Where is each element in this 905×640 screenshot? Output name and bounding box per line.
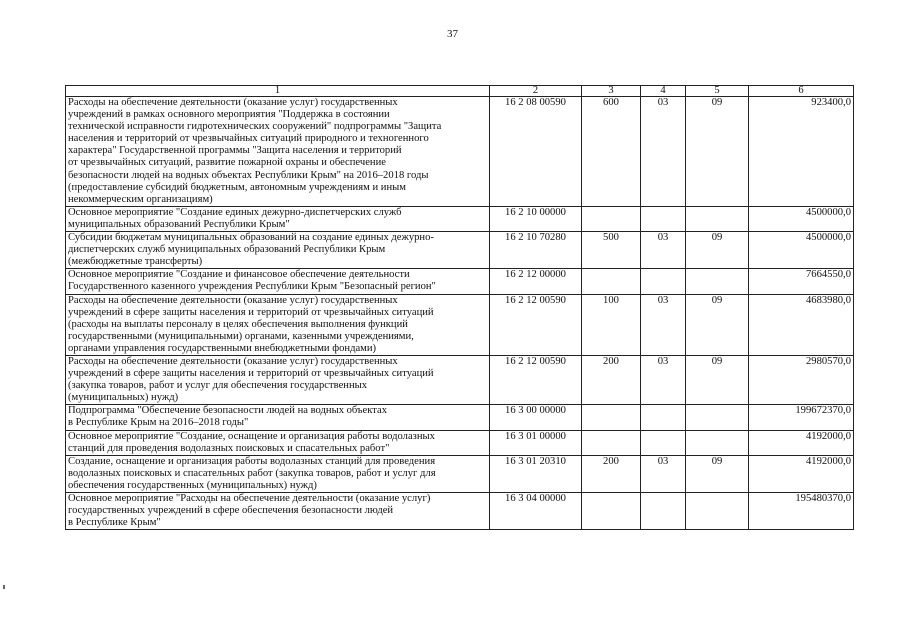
expense-type-code xyxy=(582,405,641,430)
description-line: водолазных поисковых и спасательных работ (закупка товаров, работ и услуг для xyxy=(68,467,436,479)
description-line: Расходы на обеспечение деятельности (оказание услуг) государственных xyxy=(68,97,398,108)
section-code: 03 xyxy=(641,355,686,404)
amount-value: 4192000,0 xyxy=(749,430,854,455)
section-code xyxy=(641,269,686,294)
expense-type-code xyxy=(582,430,641,455)
section-code xyxy=(641,206,686,231)
description-line: Расходы на обеспечение деятельности (оказание услуг) государственных xyxy=(68,294,398,306)
expense-type-code xyxy=(582,206,641,231)
classification-code: 16 3 01 00000 xyxy=(490,430,582,455)
description-line: учреждений в сфере защиты населения и территорий от чрезвычайных ситуаций xyxy=(68,368,434,380)
expense-type-code: 100 xyxy=(582,294,641,355)
subsection-code: 09 xyxy=(686,455,749,492)
expense-type-code: 200 xyxy=(582,455,641,492)
amount-value: 195480370,0 xyxy=(749,493,854,530)
section-code: 03 xyxy=(641,455,686,492)
classification-code: 16 2 08 00590 xyxy=(490,97,582,207)
amount-value: 199672370,0 xyxy=(749,405,854,430)
row-description xyxy=(66,294,490,355)
classification-code: 16 3 01 20310 xyxy=(490,455,582,492)
subsection-code xyxy=(686,430,749,455)
description-line: технической исправности гидротехнических сооружений" подпрограммы "Защита xyxy=(68,121,442,133)
table-row xyxy=(66,97,854,207)
description-line: (предоставление субсидий бюджетным, автономным учреждениям и иным xyxy=(68,181,406,193)
description-line: (межбюджетные трансферты) xyxy=(68,256,203,268)
description-line: государственных учреждений в сфере обеспечения безопасности людей xyxy=(68,505,394,517)
section-code: 03 xyxy=(641,97,686,207)
classification-code: 16 2 10 00000 xyxy=(490,206,582,231)
amount-value: 923400,0 xyxy=(749,97,854,207)
table-header-row xyxy=(66,86,854,97)
subsection-code xyxy=(686,206,749,231)
column-header: 1 xyxy=(66,86,490,97)
row-description xyxy=(66,493,490,530)
column-header: 5 xyxy=(686,86,749,97)
budget-table xyxy=(65,85,854,530)
description-line: учреждений в рамках основного мероприятия "Поддержка в состоянии xyxy=(68,109,390,121)
table-row xyxy=(66,269,854,294)
description-line: населения и территорий от чрезвычайных ситуаций природного и техногенного xyxy=(68,133,429,145)
amount-value: 4500000,0 xyxy=(749,232,854,269)
subsection-code xyxy=(686,405,749,430)
classification-code: 16 2 12 00590 xyxy=(490,294,582,355)
description-line: Государственного казенного учреждения Республики Крым "Безопасный регион" xyxy=(68,281,436,293)
table-row xyxy=(66,493,854,530)
subsection-code xyxy=(686,269,749,294)
classification-code: 16 2 12 00590 xyxy=(490,355,582,404)
description-line: муниципальных образований Республики Крым" xyxy=(68,218,290,230)
table-row xyxy=(66,455,854,492)
expense-type-code: 500 xyxy=(582,232,641,269)
description-line: от чрезвычайных ситуаций, развитие пожарной охраны и обеспечение xyxy=(68,157,386,169)
section-code xyxy=(641,405,686,430)
description-line: Основное мероприятие "Создание, оснащение и организация работы водолазных xyxy=(68,430,435,442)
description-line: Субсидии бюджетам муниципальных образований на создание единых дежурно- xyxy=(68,232,434,244)
classification-code: 16 3 04 00000 xyxy=(490,493,582,530)
description-line: в Республике Крым" xyxy=(68,517,161,529)
description-line: Подпрограмма "Обеспечение безопасности людей на водных объектах xyxy=(68,405,388,417)
description-line: государственными (муниципальными) органами, казенными учреждениями, xyxy=(68,330,414,342)
subsection-code xyxy=(686,493,749,530)
page-number: 37 xyxy=(447,28,458,40)
table-row xyxy=(66,355,854,404)
classification-code: 16 2 12 00000 xyxy=(490,269,582,294)
amount-value: 2980570,0 xyxy=(749,355,854,404)
subsection-code: 09 xyxy=(686,355,749,404)
description-line: станций для проведения водолазных поисковых и спасательных работ" xyxy=(68,442,390,454)
section-code xyxy=(641,493,686,530)
section-code: 03 xyxy=(641,232,686,269)
amount-value: 4500000,0 xyxy=(749,206,854,231)
expense-type-code xyxy=(582,269,641,294)
table-row xyxy=(66,430,854,455)
table-row xyxy=(66,232,854,269)
description-line: органами управления государственными внебюджетными фондами) xyxy=(68,342,377,354)
scan-mark xyxy=(3,585,5,589)
description-line: диспетчерских служб муниципальных образований Республики Крым xyxy=(68,244,386,256)
row-description xyxy=(66,455,490,492)
table-row xyxy=(66,294,854,355)
expense-type-code xyxy=(582,493,641,530)
description-line: безопасности людей на водных объектах Республики Крым" на 2016–2018 годы xyxy=(68,169,429,181)
description-line: (расходы на выплаты персоналу в целях обеспечения выполнения функций xyxy=(68,318,408,330)
section-code: 03 xyxy=(641,294,686,355)
column-header: 3 xyxy=(582,86,641,97)
expense-type-code: 200 xyxy=(582,355,641,404)
description-line: Основное мероприятие "Создание единых дежурно-диспетчерских служб xyxy=(68,206,402,218)
subsection-code: 09 xyxy=(686,294,749,355)
description-line: (закупка товаров, работ и услуг для обеспечения государственных xyxy=(68,380,368,392)
table-row xyxy=(66,206,854,231)
description-line: Основное мероприятие "Создание и финансовое обеспечение деятельности xyxy=(68,269,410,281)
description-line: Создание, оснащение и организация работы водолазных станций для проведения xyxy=(68,455,436,467)
column-header: 4 xyxy=(641,86,686,97)
row-description xyxy=(66,430,490,455)
expense-type-code: 600 xyxy=(582,97,641,207)
description-line: некоммерческим организациям) xyxy=(68,193,213,205)
row-description xyxy=(66,405,490,430)
row-description xyxy=(66,97,490,207)
row-description xyxy=(66,355,490,404)
amount-value: 4192000,0 xyxy=(749,455,854,492)
section-code xyxy=(641,430,686,455)
classification-code: 16 3 00 00000 xyxy=(490,405,582,430)
subsection-code: 09 xyxy=(686,232,749,269)
column-header: 6 xyxy=(749,86,854,97)
description-line: (муниципальных) нужд) xyxy=(68,392,179,404)
description-line: Расходы на обеспечение деятельности (оказание услуг) государственных xyxy=(68,355,398,367)
description-line: обеспечения государственных (муниципальных) нужд) xyxy=(68,479,317,491)
row-description xyxy=(66,269,490,294)
description-line: характера" Государственной программы "Защита населения и территорий xyxy=(68,145,402,157)
amount-value: 7664550,0 xyxy=(749,269,854,294)
amount-value: 4683980,0 xyxy=(749,294,854,355)
subsection-code: 09 xyxy=(686,97,749,207)
classification-code: 16 2 10 70280 xyxy=(490,232,582,269)
table-row xyxy=(66,405,854,430)
description-line: учреждений в сфере защиты населения и территорий от чрезвычайных ситуаций xyxy=(68,306,434,318)
column-header: 2 xyxy=(490,86,582,97)
description-line: в Республике Крым на 2016–2018 годы" xyxy=(68,417,249,429)
description-line: Основное мероприятие "Расходы на обеспечение деятельности (оказание услуг) xyxy=(68,493,431,504)
row-description xyxy=(66,232,490,269)
row-description xyxy=(66,206,490,231)
table-body xyxy=(66,97,854,530)
